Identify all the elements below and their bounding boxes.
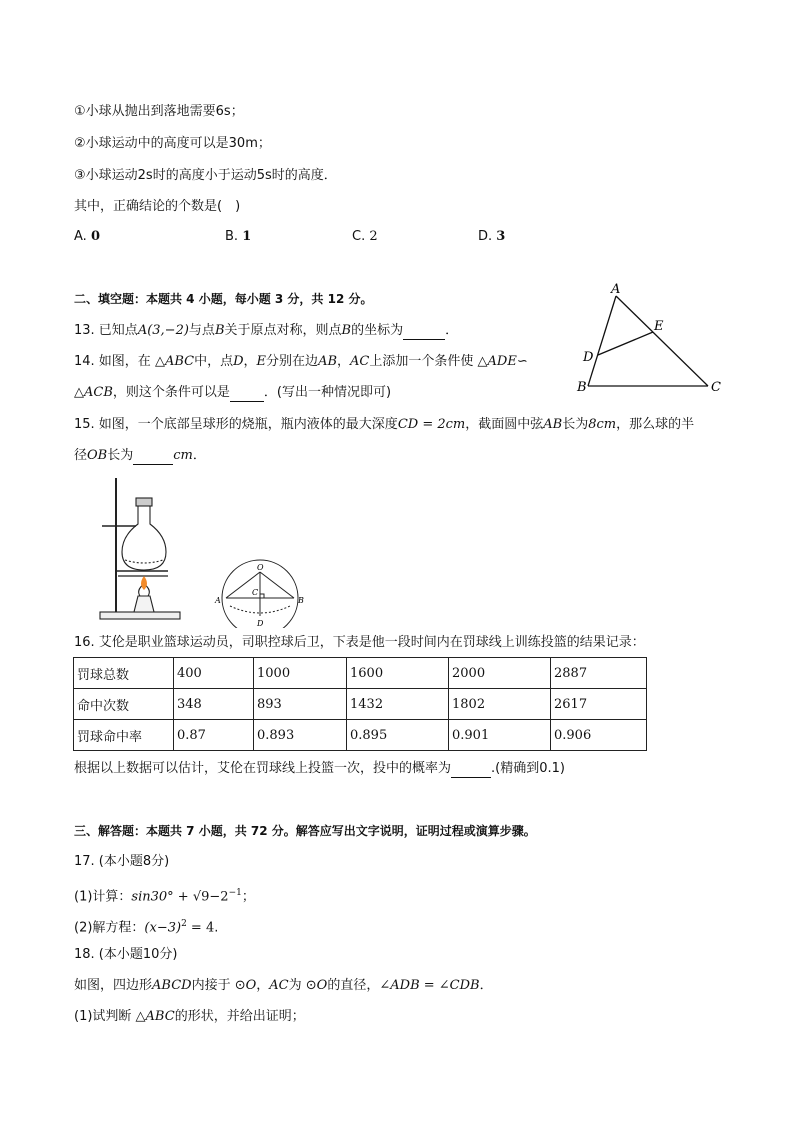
similar-symbol: ∽	[516, 354, 528, 369]
q15-text: ，截面圆中弦	[465, 417, 544, 432]
q14-text: 14. 如图，在 △	[74, 354, 165, 369]
option-letter: D.	[478, 229, 493, 244]
table-cell: 1432	[347, 689, 449, 720]
q18-math: ABCD	[152, 978, 192, 993]
q16-text: 根据以上数据可以估计，艾伦在罚球线上投篮一次，投中的概率为	[74, 761, 452, 776]
option-value: 2	[369, 229, 378, 244]
free-throw-table	[73, 657, 647, 751]
triangle-figure	[570, 280, 730, 400]
q13-point-b: B	[214, 323, 225, 338]
q13-text: 关于原点对称，则点	[224, 323, 342, 338]
q18-text: 内接于 ⊙	[191, 978, 246, 993]
table-cell: 2617	[551, 689, 647, 720]
question-14-line-1	[74, 353, 528, 371]
q15-math: 8cm	[588, 417, 617, 432]
q17-math: sin30° +	[131, 889, 193, 905]
q14-text: ，	[337, 354, 351, 369]
q17-text: .	[214, 920, 219, 936]
table-row	[74, 689, 647, 720]
q14-text: ，则这个条件可以是	[112, 385, 230, 400]
q14-text: ，	[243, 354, 257, 369]
q13-text: ．	[445, 323, 459, 338]
table-cell: 1802	[449, 689, 551, 720]
question-16-conclusion	[74, 760, 565, 778]
label-c: C	[252, 588, 259, 597]
question-prompt: 其中，正确结论的个数是( )	[74, 199, 241, 214]
q13-text: 的坐标为	[351, 323, 404, 338]
option-letter: A.	[74, 229, 87, 244]
q14-math: ABC	[164, 354, 195, 369]
q14-math: AB	[318, 354, 338, 369]
q18-text: ．	[479, 978, 493, 993]
q14-math: ADE	[487, 354, 517, 369]
q18-text: (1)试判断 △	[74, 1009, 146, 1024]
question-18-stem	[74, 977, 493, 995]
q15-math: AB	[543, 417, 563, 432]
q18-math: AC	[269, 978, 289, 993]
vertex-label-b: B	[577, 380, 587, 395]
alcohol-lamp	[134, 596, 154, 612]
q14-text: 上添加一个条件使 △	[369, 354, 488, 369]
question-17-title: 17. (本小题8分)	[74, 854, 170, 869]
table-cell: 2000	[449, 658, 551, 689]
q18-text: 如图，四边形	[74, 978, 153, 993]
table-cell: 0.901	[449, 720, 551, 751]
flask-apparatus-illustration	[96, 472, 206, 624]
q15-text: ，那么球的半	[616, 417, 695, 432]
section-2-header: 二、填空题：本题共 4 小题，每小题 3 分，共 12 分。	[74, 292, 373, 306]
answer-blank[interactable]	[133, 451, 173, 465]
q15-unit: cm	[173, 448, 193, 463]
vertex-label-a: A	[611, 282, 621, 297]
option-c[interactable]	[352, 229, 378, 244]
segment-de	[598, 332, 653, 355]
question-16-intro: 16. 艾伦是职业篮球运动员，司职控球后卫，下表是他一段时间内在罚球线上训练投篮的结果记录：	[74, 635, 645, 650]
round-flask	[122, 498, 166, 570]
q14-text: △	[74, 385, 84, 400]
q15-text: 径	[74, 448, 88, 463]
q17-exponent: 2	[181, 919, 187, 929]
answer-blank[interactable]	[451, 764, 491, 778]
q17-text: (1)计算：	[74, 889, 132, 905]
q14-math: AC	[350, 354, 370, 369]
q18-math: O	[245, 978, 257, 993]
q17-math: −2	[209, 889, 229, 905]
table-cell: 罚球总数	[74, 658, 174, 689]
vertex-label-c: C	[711, 380, 721, 395]
q14-text: 中，点	[194, 354, 234, 369]
question-15-line-1	[74, 416, 694, 434]
option-a[interactable]	[74, 229, 100, 244]
q18-text: ，	[256, 978, 270, 993]
q17-math: = 4	[186, 920, 215, 936]
table-cell: 400	[174, 658, 254, 689]
option-b[interactable]	[225, 229, 251, 244]
question-18-title: 18. (本小题10分)	[74, 947, 178, 962]
table-cell: 0.87	[174, 720, 254, 751]
q15-text: 长为	[562, 417, 589, 432]
table-cell: 0.893	[254, 720, 347, 751]
side-ab	[588, 296, 616, 386]
answer-blank[interactable]	[230, 388, 264, 402]
table-cell: 命中次数	[74, 689, 174, 720]
question-13	[74, 322, 458, 340]
option-value: 3	[496, 229, 506, 244]
question-17-part-1	[74, 884, 255, 906]
statement-1: ①小球从抛出到落地需要6s；	[74, 104, 244, 119]
q13-text: 与点	[188, 323, 215, 338]
q16-text: .(精确到0.1)	[491, 761, 565, 776]
label-d: D	[257, 619, 264, 628]
table-cell: 348	[174, 689, 254, 720]
option-d[interactable]	[478, 229, 505, 244]
q18-text: 的形状，并给出证明；	[174, 1009, 305, 1024]
right-angle-mark	[260, 594, 264, 598]
q13-text: 13. 已知点	[74, 323, 138, 338]
q15-math: CD = 2cm	[397, 417, 466, 432]
table-cell: 893	[254, 689, 347, 720]
table-cell: 罚球命中率	[74, 720, 174, 751]
table-cell: 1000	[254, 658, 347, 689]
label-a: A	[215, 596, 221, 605]
table-cell: 0.895	[347, 720, 449, 751]
statement-2: ②小球运动中的高度可以是30m；	[74, 136, 271, 151]
label-b: B	[298, 596, 304, 605]
q13-point-b: B	[341, 323, 352, 338]
stand-base	[100, 612, 180, 619]
q17-exponent: −1	[228, 888, 242, 898]
q18-text: 的直径，	[327, 978, 380, 993]
question-15-line-2	[74, 447, 206, 465]
vertex-label-e: E	[654, 319, 664, 334]
table-row	[74, 658, 647, 689]
flame-icon	[141, 576, 147, 590]
q17-text: ；	[241, 889, 255, 905]
q18-math: ∠ADB = ∠CDB	[379, 978, 480, 993]
q14-text: ．(写出一种情况即可)	[263, 385, 392, 400]
q17-text: (2)解方程：	[74, 920, 145, 936]
q15-math: OB	[87, 448, 108, 463]
option-letter: B.	[225, 229, 239, 244]
answer-blank[interactable]	[403, 326, 445, 340]
segment-ob	[260, 572, 294, 598]
table-row	[74, 720, 647, 751]
q15-text: 15. 如图，一个底部呈球形的烧瓶，瓶内液体的最大深度	[74, 417, 398, 432]
flask-liquid	[125, 560, 163, 563]
q15-text: ．	[192, 448, 206, 463]
table-cell: 0.906	[551, 720, 647, 751]
label-o: O	[257, 563, 264, 572]
question-18-part-1	[74, 1008, 305, 1026]
vertex-label-d: D	[583, 350, 594, 365]
flask-stopper	[136, 498, 152, 506]
q14-math: D	[233, 354, 244, 369]
q18-math: O	[316, 978, 328, 993]
option-letter: C.	[352, 229, 366, 244]
question-14-line-2	[74, 384, 391, 402]
section-3-header: 三、解答题：本题共 7 小题，共 72 分。解答应写出文字说明，证明过程或演算步骤。	[74, 824, 536, 838]
q17-math: (x−3)	[144, 920, 182, 936]
q14-text: 分别在边	[266, 354, 319, 369]
q15-text: 长为	[107, 448, 134, 463]
statement-3: ③小球运动2s时的高度小于运动5s时的高度．	[74, 168, 337, 183]
question-17-part-2	[74, 915, 218, 937]
q17-math: √9	[192, 889, 210, 905]
table-cell: 2887	[551, 658, 647, 689]
option-value: 1	[242, 229, 252, 244]
q18-text: 为 ⊙	[288, 978, 317, 993]
q14-math: E	[256, 354, 267, 369]
q14-math: ACB	[84, 385, 113, 400]
circle-diagram	[208, 556, 312, 628]
q18-math: ABC	[145, 1009, 175, 1024]
option-value: 0	[90, 229, 100, 244]
table-cell: 1600	[347, 658, 449, 689]
q13-point-a: A(3,−2)	[137, 323, 189, 338]
